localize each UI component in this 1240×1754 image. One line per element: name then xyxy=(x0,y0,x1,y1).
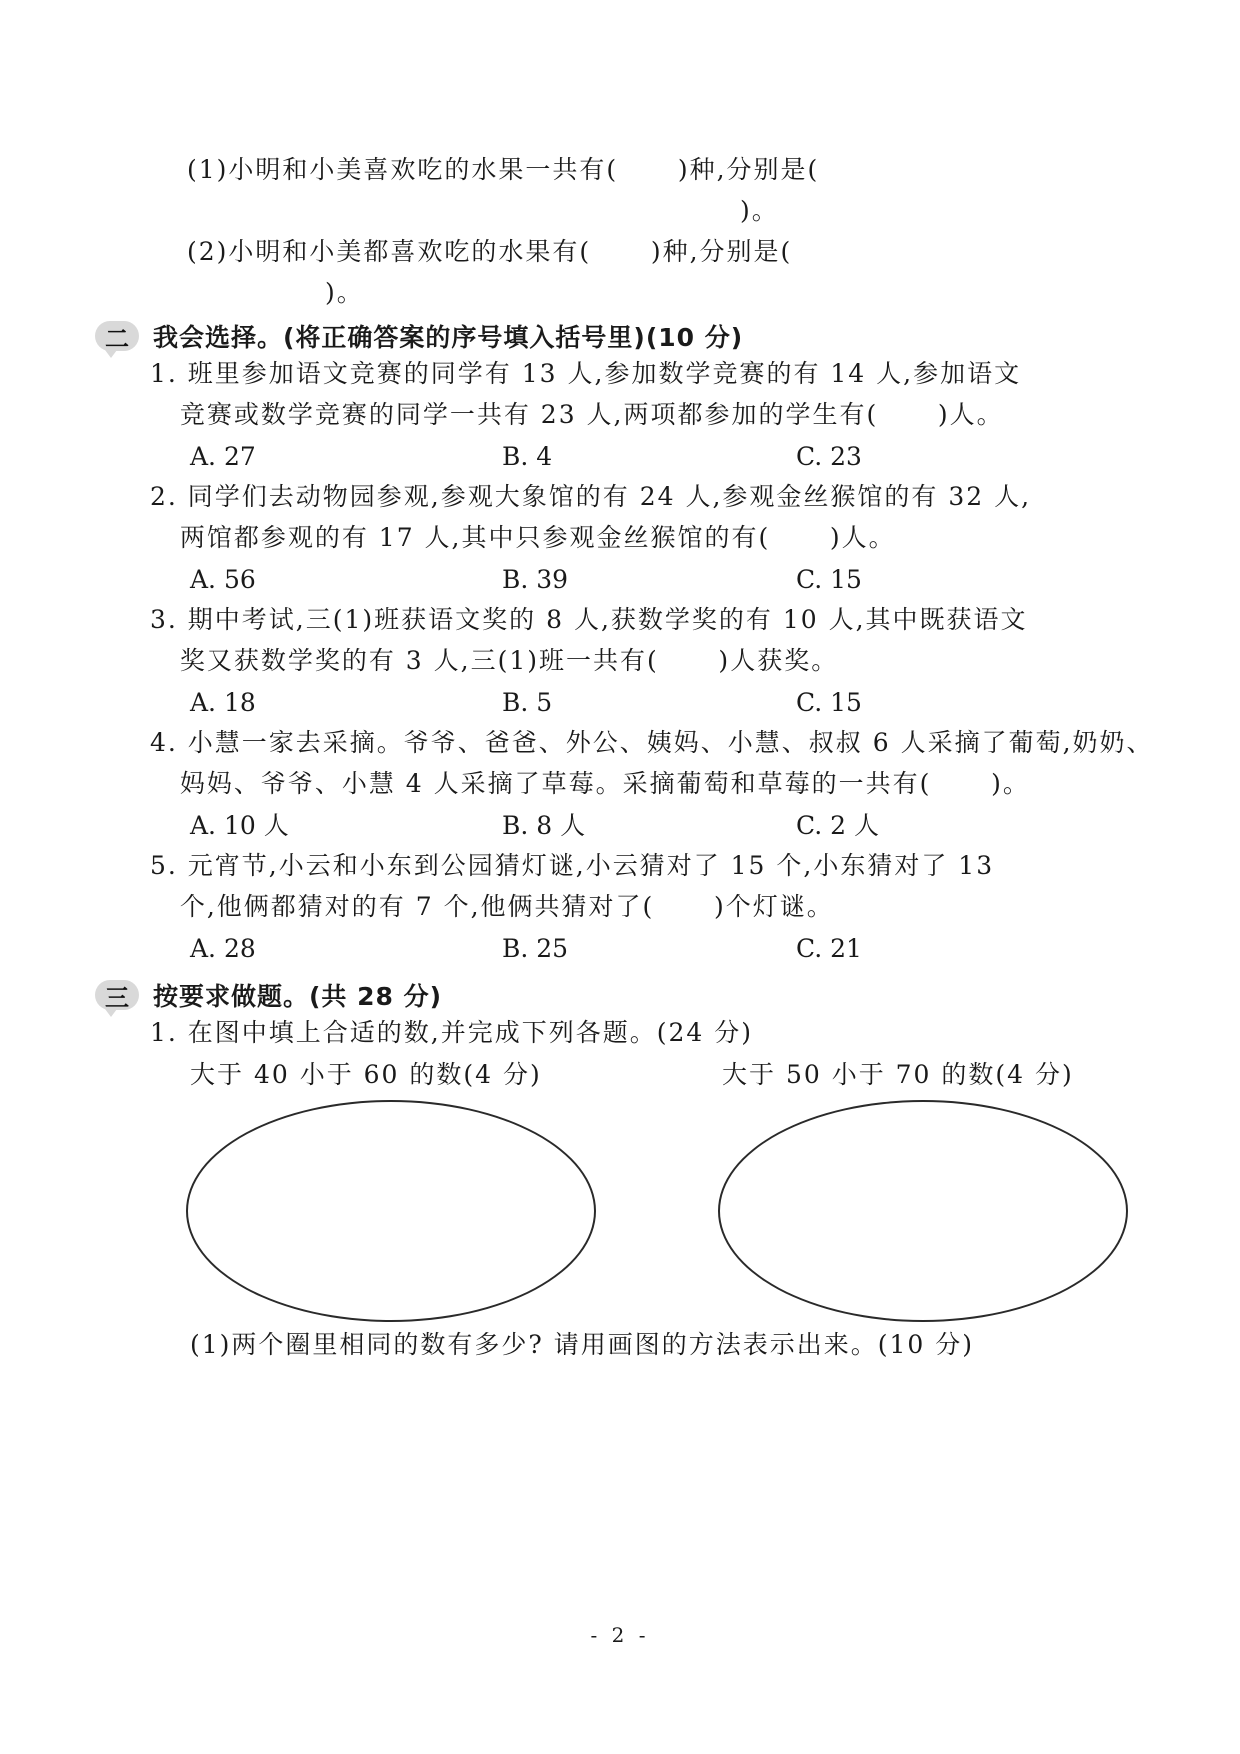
left-answer-ellipse[interactable] xyxy=(186,1100,596,1322)
section-2-badge: 二 xyxy=(95,321,139,351)
option-b: B. 39 xyxy=(502,565,569,594)
fruit-question-2-close: )。 xyxy=(325,278,364,307)
question-text: 个,他俩都猜对的有 7 个,他俩共猜对了( )个灯谜。 xyxy=(150,892,834,921)
question-text: 3. 期中考试,三(1)班获语文奖的 8 人,获数学奖的有 10 人,其中既获语文 xyxy=(150,605,1028,634)
left-circle-label: 大于 40 小于 60 的数(4 分) xyxy=(190,1060,542,1089)
question-text: 1. 班里参加语文竞赛的同学有 13 人,参加数学竞赛的有 14 人,参加语文 xyxy=(150,359,1022,388)
option-a: A. 27 xyxy=(190,442,256,471)
question-text: 奖又获数学奖的有 3 人,三(1)班一共有( )人获奖。 xyxy=(150,646,839,675)
fruit-question-1-close: )。 xyxy=(740,196,779,225)
option-c: C. 15 xyxy=(796,565,862,594)
option-c: C. 2 人 xyxy=(796,811,879,840)
right-answer-ellipse[interactable] xyxy=(718,1100,1128,1322)
question-text: 5. 元宵节,小云和小东到公园猜灯谜,小云猜对了 15 个,小东猜对了 13 xyxy=(150,851,995,880)
sub-question-1: (1)两个圈里相同的数有多少? 请用画图的方法表示出来。(10 分) xyxy=(190,1330,975,1359)
option-c: C. 21 xyxy=(796,934,862,963)
question-text: 两馆都参观的有 17 人,其中只参观金丝猴馆的有( )人。 xyxy=(150,523,896,552)
option-a: A. 10 人 xyxy=(190,811,289,840)
option-c: C. 15 xyxy=(796,688,862,717)
option-b: B. 25 xyxy=(502,934,569,963)
option-b: B. 5 xyxy=(502,688,553,717)
question-text: 妈妈、爷爷、小慧 4 人采摘了草莓。采摘葡萄和草莓的一共有( )。 xyxy=(150,769,1030,798)
question-text: 竞赛或数学竞赛的同学一共有 23 人,两项都参加的学生有( )人。 xyxy=(150,400,1004,429)
option-b: B. 8 人 xyxy=(502,811,586,840)
question-text: 2. 同学们去动物园参观,参观大象馆的有 24 人,参观金丝猴馆的有 32 人, xyxy=(150,482,1032,511)
right-circle-label: 大于 50 小于 70 的数(4 分) xyxy=(722,1060,1074,1089)
option-b: B. 4 xyxy=(502,442,553,471)
section-3-title: 按要求做题。(共 28 分) xyxy=(153,982,443,1011)
section-3-badge: 三 xyxy=(95,980,139,1010)
question-text: 4. 小慧一家去采摘。爷爷、爸爸、外公、姨妈、小慧、叔叔 6 人采摘了葡萄,奶奶、 xyxy=(150,728,1154,757)
fruit-question-1: (1)小明和小美喜欢吃的水果一共有( )种,分别是( xyxy=(187,155,820,184)
option-a: A. 18 xyxy=(190,688,256,717)
option-a: A. 28 xyxy=(190,934,256,963)
option-c: C. 23 xyxy=(796,442,862,471)
section-3-question-1: 1. 在图中填上合适的数,并完成下列各题。(24 分) xyxy=(150,1018,754,1047)
section-3-header xyxy=(95,977,442,1013)
page-number: - 2 - xyxy=(590,1623,650,1647)
option-a: A. 56 xyxy=(190,565,256,594)
section-2-title: 我会选择。(将正确答案的序号填入括号里)(10 分) xyxy=(153,323,744,352)
fruit-question-2: (2)小明和小美都喜欢吃的水果有( )种,分别是( xyxy=(187,237,793,266)
answer-area[interactable] xyxy=(150,1380,1110,1600)
section-2-header xyxy=(95,318,743,354)
